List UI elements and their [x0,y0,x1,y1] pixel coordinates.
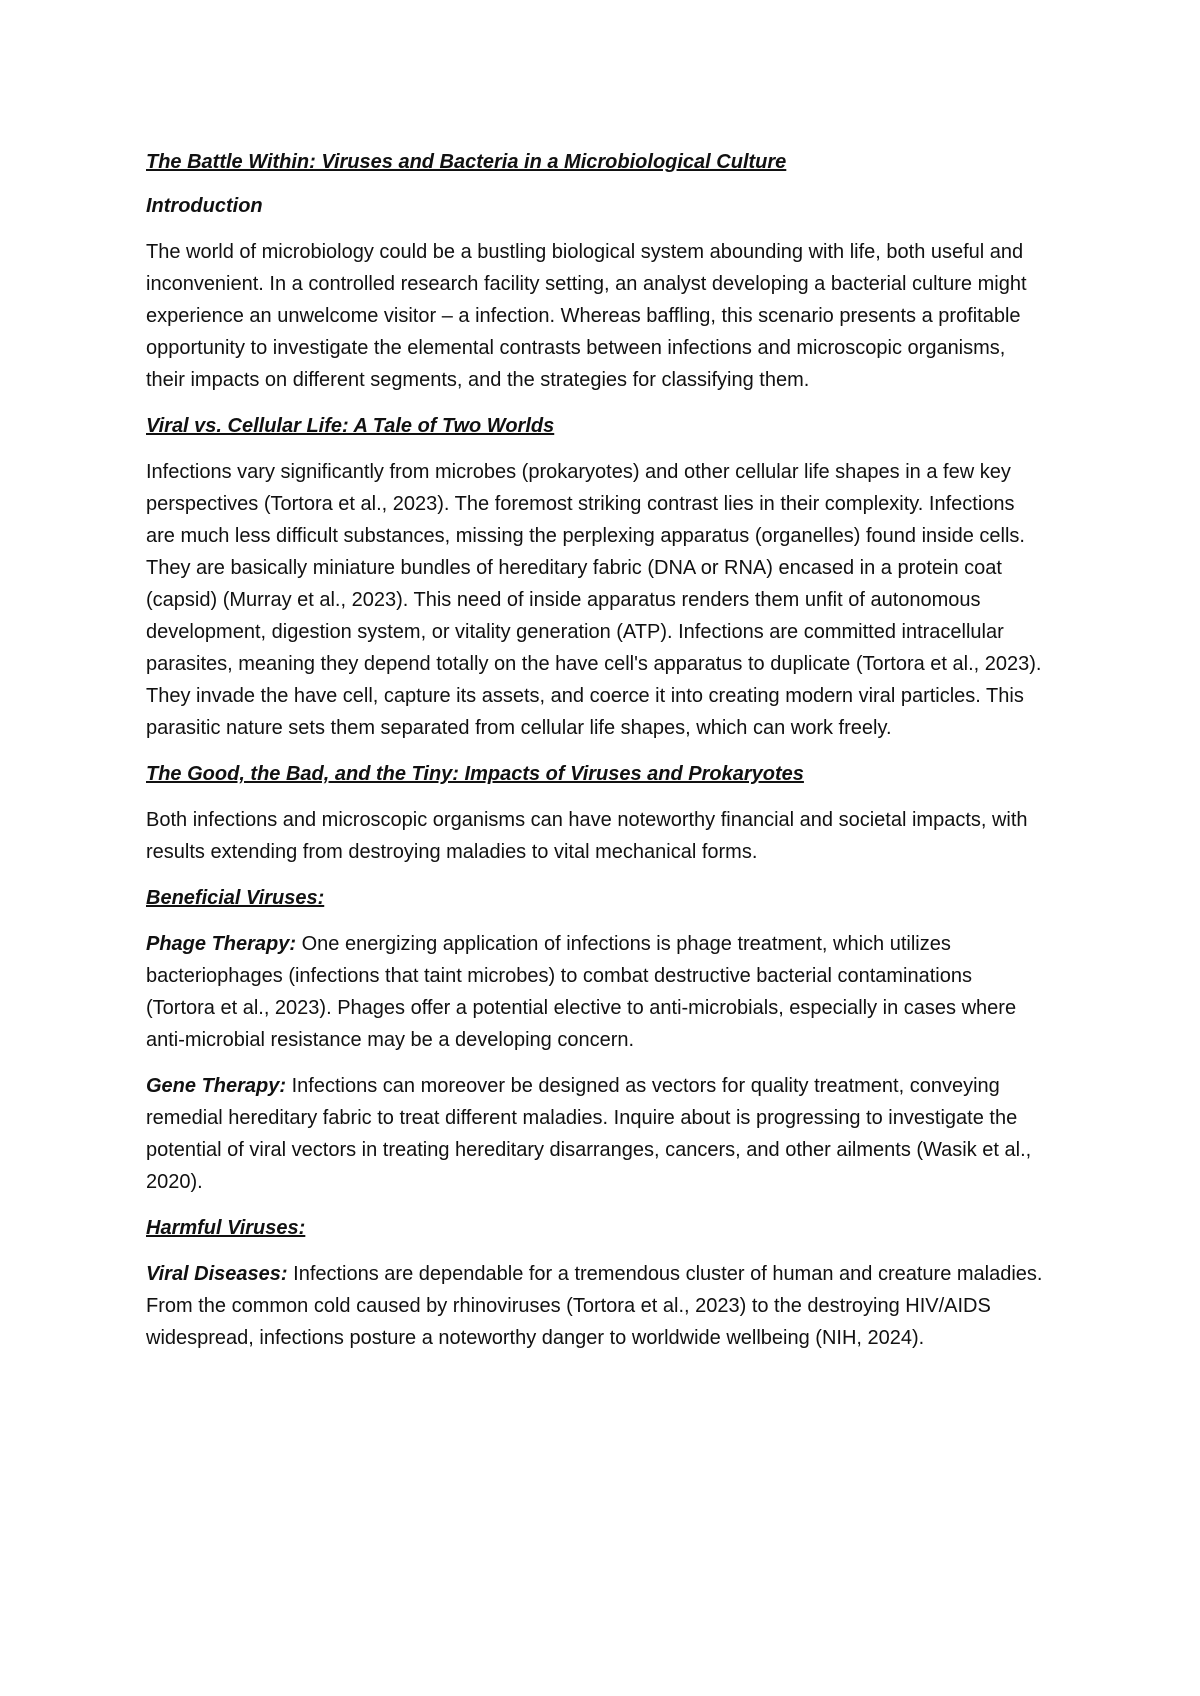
phage-therapy-lead: Phage Therapy: [146,933,297,955]
viral-vs-cellular-paragraph: Infections vary significantly from microbes (prokaryotes) and other cellular life shapes in a few key perspectives (Tortora et al., 2023). The foremost striking contrast lies in their complexity. Infections are much less difficult substances, missing the perplexing apparatus (organelles) found inside cells. They are basically miniature bundles of hereditary fabric (DNA or RNA) encased in a protein coat (capsid) (Murray et al., 2023). This need of inside apparatus renders them unfit of autonomous development, digestion system, or vitality generation (ATP). Infections are committed intracellular parasites, meaning they depend totally on the have cell's apparatus to duplicate (Tortora et al., 2023). They invade the have cell, capture its assets, and coerce it into creating modern viral particles. This parasitic nature sets them separated from cellular life shapes, which can work freely. [146,461,1042,739]
phage-therapy-paragraph [146,928,1046,1056]
viral-diseases-text: Infections are dependable for a tremendous cluster of human and creature maladies. From the common cold caused by rhinoviruses (Tortora et al., 2023) to the destroying HIV/AIDS widespread, infections posture a noteworthy danger to worldwide wellbeing (NIH, 2024). [146,1263,1043,1349]
gene-therapy-lead: Gene Therapy: [146,1075,287,1097]
viral-vs-cellular-heading: Viral vs. Cellular Life: A Tale of Two Worlds [146,415,555,437]
phage-therapy-text: One energizing application of infections is phage treatment, which utilizes bacteriophages (infections that taint microbes) to combat destructive bacterial contaminations (Tortora et al., 2023). Phages offer a potential elective to anti-microbials, especially in cases where anti-microbial resistance may be a developing concern. [146,933,1017,1051]
harmful-viruses-heading: Harmful Viruses: [146,1217,306,1239]
beneficial-viruses-heading: Beneficial Viruses: [146,887,325,909]
gene-therapy-paragraph [146,1070,1046,1198]
impacts-heading: The Good, the Bad, and the Tiny: Impacts of Viruses and Prokaryotes [146,763,804,785]
impacts-paragraph: Both infections and microscopic organisms can have noteworthy financial and societal impacts, with results extending from destroying maladies to vital mechanical forms. [146,809,1028,863]
document-page [146,146,1046,1368]
viral-diseases-paragraph [146,1258,1046,1354]
introduction-paragraph: The world of microbiology could be a bustling biological system abounding with life, both useful and inconvenient. In a controlled research facility setting, an analyst developing a bacterial culture might experience an unwelcome visitor – a infection. Whereas baffling, this scenario presents a profitable opportunity to investigate the elemental contrasts between infections and microscopic organisms, their impacts on different segments, and the strategies for classifying them. [146,241,1027,391]
document-title: The Battle Within: Viruses and Bacteria in a Microbiological Culture [146,151,787,173]
introduction-heading: Introduction [146,195,263,217]
gene-therapy-text: Infections can moreover be designed as vectors for quality treatment, conveying remedial hereditary fabric to treat different maladies. Inquire about is progressing to investigate the potential of viral vectors in treating hereditary disarranges, cancers, and other ailments (Wasik et al., 2020). [146,1075,1032,1193]
viral-diseases-lead: Viral Diseases: [146,1263,288,1285]
